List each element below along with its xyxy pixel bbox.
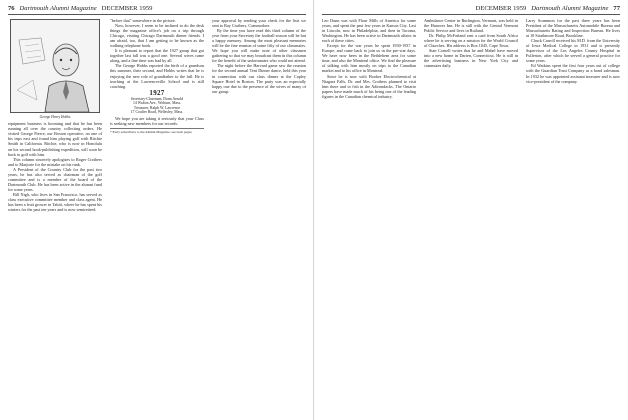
right-issue-date: DECEMBER 1959 xyxy=(475,5,527,12)
right-page-number: 77 xyxy=(613,5,620,12)
paragraph: Since he is now with Hooker Electrochemical at Niagara Falls, Dr. and Mrs. Crothers planned to visit him there and to fish in the Adirondacks. The Ontario papers have made much of his being one of the leading figures in the Canadian chemical industry. xyxy=(322,73,416,99)
paragraph: equipment business is booming and that he has been running all over the country collecting orders. He visited George Pierce, our Boston operative, on one of his trips east and found him playing golf with Ritchie Smith in California. Ritchie, who is now in Honolulu on his second book-publishing expedition, will soon be back to golf with him. xyxy=(8,121,102,157)
paragraph: "before that" somewhere in the picture. xyxy=(110,18,176,23)
paragraph: Stan Cornell writes that he and Mabel have moved into a new home in Darien, Connecticut. He is still in the advertising business in New York City and commutes daily. xyxy=(424,48,518,69)
left-column-1 xyxy=(8,18,102,416)
right-page xyxy=(314,0,628,420)
paragraph: Bill Nigh, who lives in San Francisco, has served as class executive committee member and class agent. He has been a fruit grower in Tahiti, where he has spent his winters for the past ten years and is now semiretired. xyxy=(8,191,102,213)
left-column-3 xyxy=(212,18,306,416)
class-year-heading: 1927 xyxy=(149,88,165,97)
paragraph: Ambulance Center in Burlington, Vermont, was held in the Hanover Inn. He is still with the Central Vermont Public Service and lives in Rutland. xyxy=(424,18,518,34)
left-issue-date: DECEMBER 1959 xyxy=(101,5,153,12)
right-column-2 xyxy=(424,18,518,416)
paragraph: It is pleasant to report that the 1927 group that got together last fall was a good one. Several wives came along, and a fine time was had by all. xyxy=(110,48,204,64)
treasurer-line: Treasurer, Ralph W. Lawrence xyxy=(133,105,181,110)
footnote: * Early subscribers to the Alumni Magazine, see back pages. xyxy=(110,128,204,134)
left-page-number: 76 xyxy=(8,5,15,12)
left-magazine-title: Dartmouth Alumni Magazine xyxy=(19,5,97,12)
right-magazine-title: Dartmouth Alumni Magazine xyxy=(531,5,609,12)
left-column-2 xyxy=(110,18,204,416)
left-running-head xyxy=(8,5,152,12)
right-column-3 xyxy=(526,18,620,416)
paragraph: The night before the Harvard game saw the reunion for the second annual Tent Dinner dance, held this year in connection with our class dinner at the Copley Square Hotel in Boston. The party was an especially happy one due to the presence of the wives of many of our group. xyxy=(212,63,306,94)
paragraph: The George Hobbs reported the birth of a grandson this summer, their second, and Hobbs writes that he is enjoying the new role of grandfather to the full. He is teaching at the Lawrenceville School and is still coaching. xyxy=(110,63,204,89)
paragraph: your approval by sending your check for the lists we sent to Ray Crothers, Commodore. xyxy=(212,18,306,29)
paragraph: Leo Dunn was with Flour Mills of America for some years, and spent the past few years in Kansas City. Last in Lincoln, now in Philadelphia, and then in Tacoma, Washington. He has been active in Dartmouth affairs in each of these cities. xyxy=(322,18,416,44)
paragraph: By the time you have read this third column of the year from your Secretary the football season will be but a happy memory. Among the most pleasant memories will be the fine reunion of some fifty of our classmates. We hope you will make note of other classmen gathering so that we may broadcast them in this column for the benefit of the unfortunates who could not attend. xyxy=(212,28,306,64)
paragraph: A President of the Country Club for the past two years, he has also served as chairman of the golf committee and is a member of the board of the Dartmouth Club. He has been active in the alumni fund for some years. xyxy=(8,166,102,192)
portrait-illustration xyxy=(10,19,100,113)
paragraph: Ed Watkins spent the first four years out of college with the Guardian Trust Company as a bond salesman. In 1932 he was appointed assistant treasurer and is now vice-president of the company. xyxy=(526,63,620,84)
treasurer-address: 17 Coulter Road, Wellesley, Mass. xyxy=(130,110,184,115)
paragraph: Now, however, I seem to be inclined to do the desk things the magazine office's job on a trip through Chicago, visiting Chicago Dartmouth dinner friends. I am afraid, too, that I am getting to be known as the walking telephone book. xyxy=(110,23,204,49)
secretary-address: 14 Walton Ave., Woburn, Mass. xyxy=(132,101,182,106)
right-head-rule xyxy=(322,14,620,15)
paragraph: We hope you are taking it seriously that your Class is seeking new members for our records. xyxy=(110,116,204,127)
paragraph: This column sincerely apologizes to Roger Crothers and to Marjorie for the mistake on his rank. xyxy=(8,156,102,167)
portrait-drawing-icon xyxy=(11,20,99,112)
paragraph: Larry Scammon for the past three years has been President of the Massachusetts Automobile Bureau and Massachusetts Rating and Inspection Bureau. He lives at 10 Strathmore Road, Brookline. xyxy=(526,18,620,39)
paragraph: Chuck Carroll received his M.D. from the University of Iowa Medical College in 1931 and is presently Supervisor of the Los Angeles County Hospital in Fullerton, after which he served a general practice for some years. xyxy=(526,38,620,64)
right-column-1 xyxy=(322,18,416,416)
right-running-head xyxy=(476,5,620,12)
secretary-line: Secretary-Chairman, Donn Arnold xyxy=(130,96,184,101)
paragraph: Except for the war years he spent 1930-1937 in Europe, and came back to join us in the pre-war days. We have now been in the Bethlehem area for some time, and also the Montreal office. We find the pleasure of talking with him mostly on trips to the Canadian market and to his office in Montreal. xyxy=(322,43,416,74)
illustration-caption: George Henry Hobbs xyxy=(39,115,71,119)
left-head-rule xyxy=(8,14,306,15)
paragraph: Dr. Philip McFarland sent a card from South Africa where he is serving on a mission for the World Council of Churches. His address is Box 1045, Cape Town. xyxy=(424,33,518,49)
